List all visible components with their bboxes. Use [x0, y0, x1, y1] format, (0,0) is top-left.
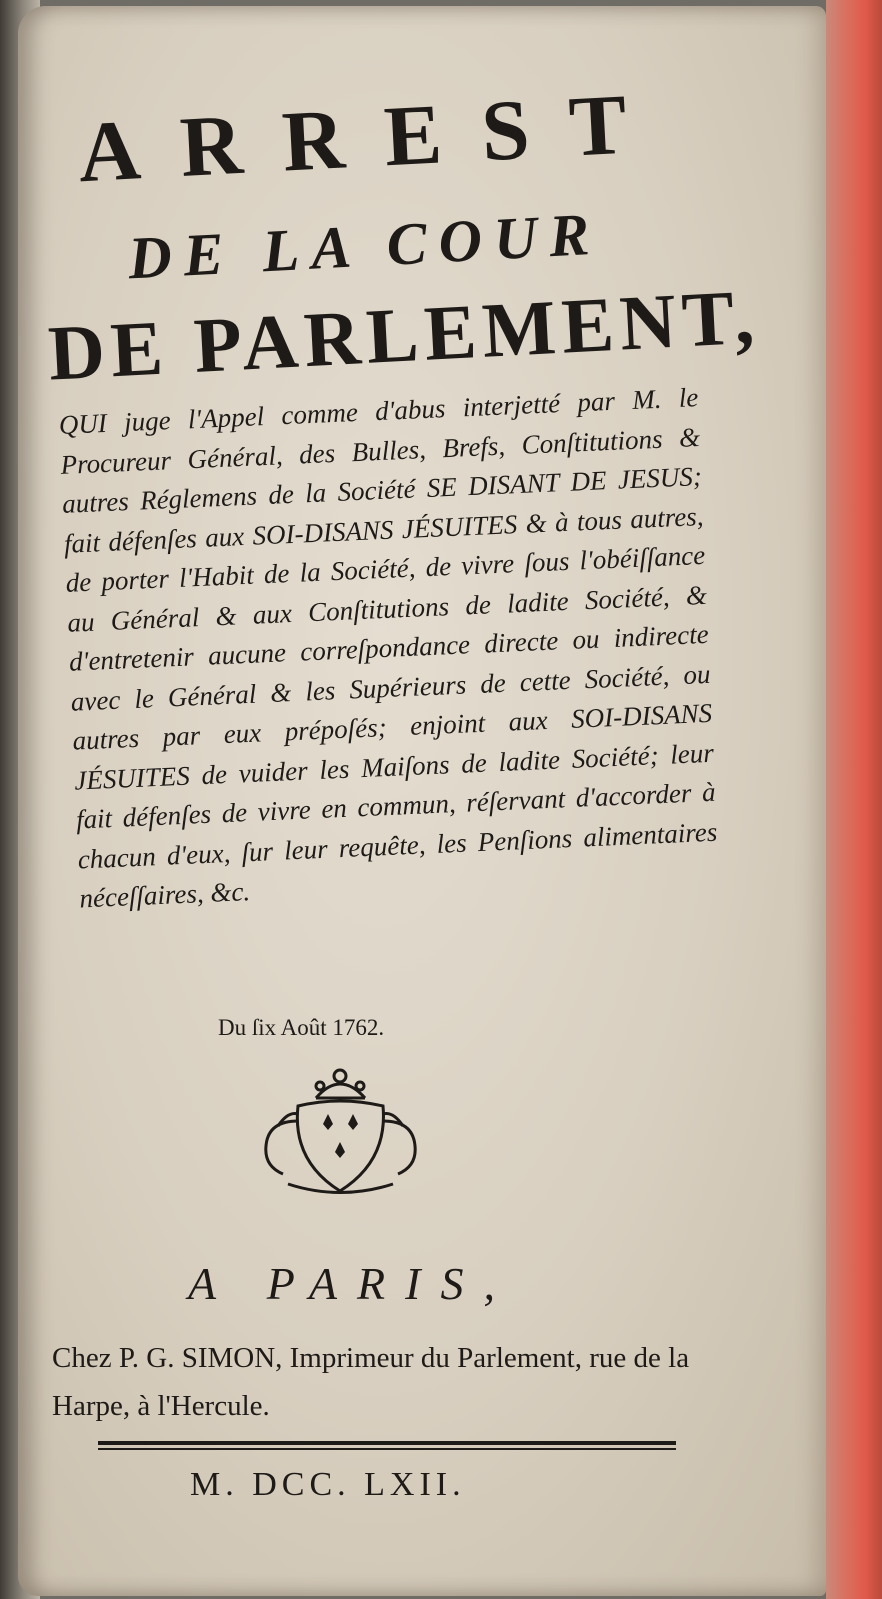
imprint-city: A PARIS,	[188, 1258, 515, 1309]
title-line-2: DE LA COUR	[126, 200, 603, 292]
imprint-printer: Chez P. G. SIMON, Imprimeur du Parlement, rue de la Harpe, à l'Hercule.	[52, 1342, 690, 1422]
royal-arms-icon	[258, 1066, 423, 1206]
double-rule-thin	[98, 1448, 676, 1450]
title-line-3: DE PARLEMENT,	[46, 272, 762, 397]
double-rule-thick	[98, 1441, 676, 1445]
decree-date: Du ſix Août 1762.	[218, 1015, 385, 1040]
red-fore-edge	[826, 0, 882, 1599]
title-page	[18, 6, 826, 1596]
imprint-year: M. DCC. LXII.	[190, 1466, 466, 1503]
title-line-1: ARREST	[75, 73, 669, 201]
decree-summary: QUI juge l'Appel comme d'abus interjetté par M. le Procureur Général, des Bulles, Brefs, Conſtitutions & autres Réglemens de la Société SE DISANT DE JESUS; fait défenſes aux SOI-DISANS JÉSUITES & à tous autres, de porter l'Habit de la Société, de vivre ſous l'obéiſſance au Général & aux Conſtitutions de ladite Société, & d'entretenir aucune correſpondance directe ou indirecte avec le Général & les Supérieurs de cette Société, ou autres par eux prépoſés; enjoint aux SOI-DISANS JÉSUITES de vuider les Maiſons de ladite Société; leur fait défenſes de vivre en commun, réſervant d'accorder à chacun d'eux, ſur leur requête, les Penſions alimentaires néceſſaires, &c.	[58, 382, 718, 914]
